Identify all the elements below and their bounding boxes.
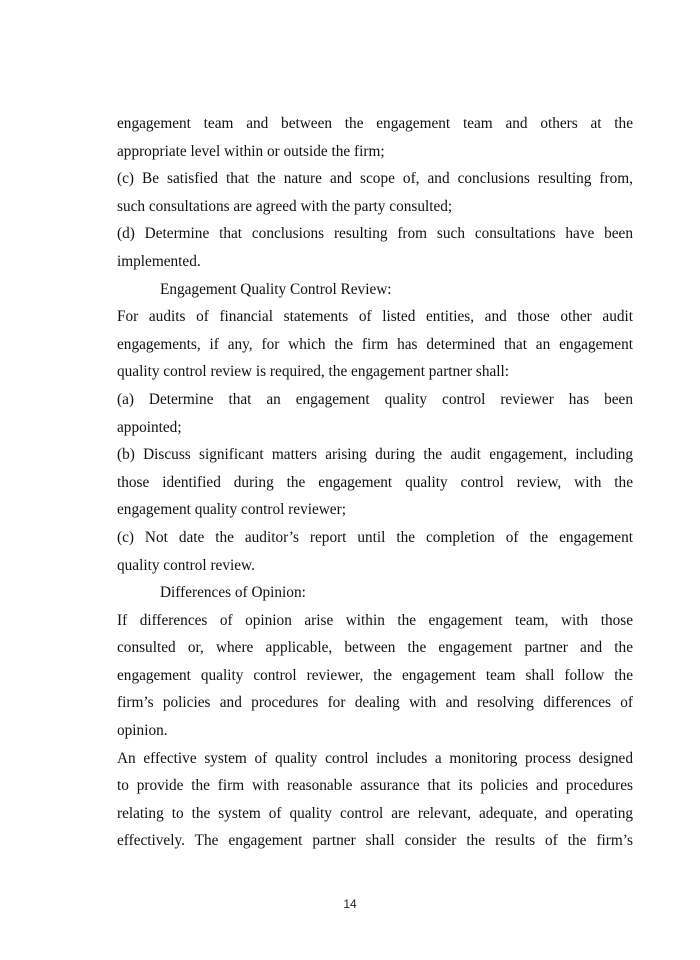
text-line: engagement quality control reviewer; xyxy=(117,501,346,519)
text-line: to provide the firm with reasonable assurance that its policies and procedures xyxy=(117,777,633,795)
text-line: engagement team and between the engagement team and others at the xyxy=(117,115,633,132)
text-line: (c) Be satisfied that the nature and scope of, and conclusions resulting from, xyxy=(117,170,633,188)
text-line: implemented. xyxy=(117,252,201,270)
section-heading: Engagement Quality Control Review: xyxy=(160,280,392,298)
section-heading: Differences of Opinion: xyxy=(160,584,306,602)
text-line: If differences of opinion arise within the engagement team, with those xyxy=(117,611,633,629)
text-line: firm’s policies and procedures for dealing with and resolving differences of xyxy=(117,694,633,712)
text-line: consulted or, where applicable, between the engagement partner and the xyxy=(117,639,633,657)
text-line: (b) Discuss significant matters arising during the audit engagement, including xyxy=(117,446,633,464)
text-line: (d) Determine that conclusions resulting from such consultations have been xyxy=(117,225,633,243)
text-line: For audits of financial statements of listed entities, and those other audit xyxy=(117,308,633,326)
text-line: appointed; xyxy=(117,418,182,436)
text-line: effectively. The engagement partner shall consider the results of the firm’s xyxy=(117,832,633,850)
text-line: engagement quality control reviewer, the engagement team shall follow the xyxy=(117,666,633,684)
text-line: opinion. xyxy=(117,722,168,740)
page-number: 14 xyxy=(343,897,357,911)
text-line: those identified during the engagement quality control review, with the xyxy=(117,473,633,491)
text-line: such consultations are agreed with the party consulted; xyxy=(117,197,453,215)
text-line: appropriate level within or outside the firm; xyxy=(117,142,385,160)
text-line: relating to the system of quality control are relevant, adequate, and operating xyxy=(117,804,633,822)
text-line: quality control review is required, the engagement partner shall: xyxy=(117,363,510,381)
text-line: An effective system of quality control includes a monitoring process designed xyxy=(117,749,633,767)
text-line: (a) Determine that an engagement quality control reviewer has been xyxy=(117,390,633,408)
text-line: (c) Not date the auditor’s report until the completion of the engagement xyxy=(117,528,633,546)
text-line: quality control review. xyxy=(117,556,255,574)
body-text xyxy=(117,110,633,855)
text-line: engagements, if any, for which the firm has determined that an engagement xyxy=(117,335,633,353)
